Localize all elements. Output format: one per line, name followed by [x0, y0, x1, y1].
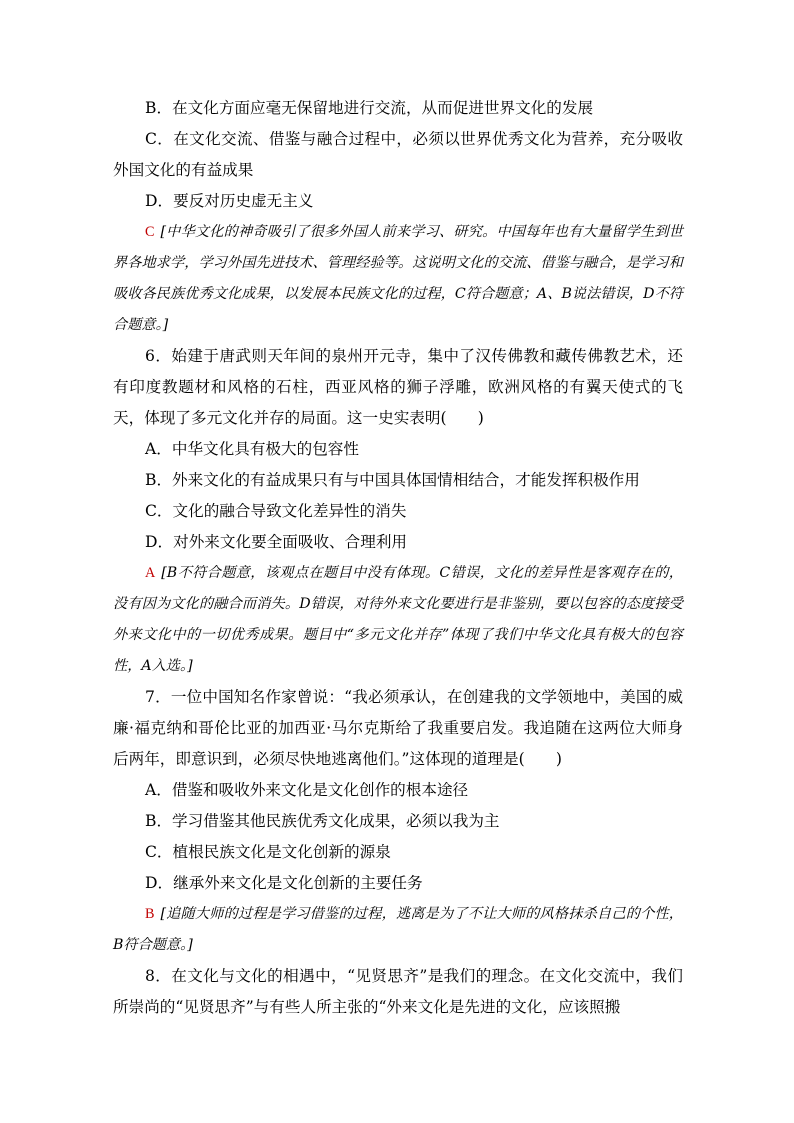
q5-option-d: D．要反对历史虚无主义 [145, 192, 314, 210]
q7-answer [113, 899, 683, 961]
q8-stem: 8．在文化与文化的相遇中，“见贤思齐”是我们的理念。在文化交流中，我们所崇尚的“见贤思齐”与有些人所主张的“外来文化是先进的文化，应该照搬 [113, 967, 683, 1016]
q7-option-d: D．继承外来文化是文化创新的主要任务 [145, 874, 423, 892]
document-content [113, 93, 683, 1023]
q5-answer-letter: C [145, 224, 155, 240]
q5-option-b: B．在文化方面应毫无保留地进行交流，从而促进世界文化的发展 [145, 99, 594, 117]
q7-option-a: A．借鉴和吸收外来文化是文化创作的根本途径 [145, 781, 469, 799]
q6-stem: 6．始建于唐武则天年间的泉州开元寺，集中了汉传佛教和藏传佛教艺术，还有印度教题材和风格的石柱，西亚风格的狮子浮雕，欧洲风格的有翼天使式的飞天，体现了多元文化并存的局面。这一史实表明( ) [113, 347, 683, 427]
q5-answer-explanation: [中华文化的神奇吸引了很多外国人前来学习、研究。中国每年也有大量留学生到世界各地求学，学习外国先进技术、管理经验等。这说明文化的交流、借鉴与融合，是学习和吸收各民族优秀文化成果，以发展本民族文化的过程，C符合题意；A、B说法错误，D不符合题意。] [113, 224, 683, 333]
q6-answer-letter: A [145, 565, 156, 581]
q7-answer-letter: B [145, 906, 155, 922]
q7-stem: 7．一位中国知名作家曾说：“我必须承认，在创建我的文学领地中，美国的威廉·福克纳和哥伦比亚的加西亚·马尔克斯给了我重要启发。我追随在这两位大师身后两年，即意识到，必须尽快地逃离他们。”这体现的道理是( ) [113, 688, 683, 768]
q6-option-d: D．对外来文化要全面吸收、合理利用 [145, 533, 408, 551]
q7-option-b: B．学习借鉴其他民族优秀文化成果，必须以我为主 [145, 812, 500, 830]
q6-answer-explanation: [B不符合题意，该观点在题目中没有体现。C错误，文化的差异性是客观存在的，没有因为文化的融合而消失。D错误，对待外来文化要进行是非鉴别，要以包容的态度接受外来文化中的一切优秀成果。题目中“多元文化并存”体现了我们中华文化具有极大的包容性，A入选。] [113, 565, 683, 674]
q5-answer [113, 217, 683, 341]
q6-answer [113, 558, 683, 682]
q5-option-c: C．在文化交流、借鉴与融合过程中，必须以世界优秀文化为营养，充分吸收外国文化的有益成果 [113, 130, 683, 179]
q6-option-c: C．文化的融合导致文化差异性的消失 [145, 502, 407, 520]
q6-option-b: B．外来文化的有益成果只有与中国具体国情相结合，才能发挥积极作用 [145, 471, 640, 489]
q6-option-a: A．中华文化具有极大的包容性 [145, 440, 359, 458]
q7-answer-explanation: [追随大师的过程是学习借鉴的过程，逃离是为了不让大师的风格抹杀自己的个性，B符合题意。] [113, 906, 683, 953]
q7-option-c: C．植根民族文化是文化创新的源泉 [145, 843, 391, 861]
